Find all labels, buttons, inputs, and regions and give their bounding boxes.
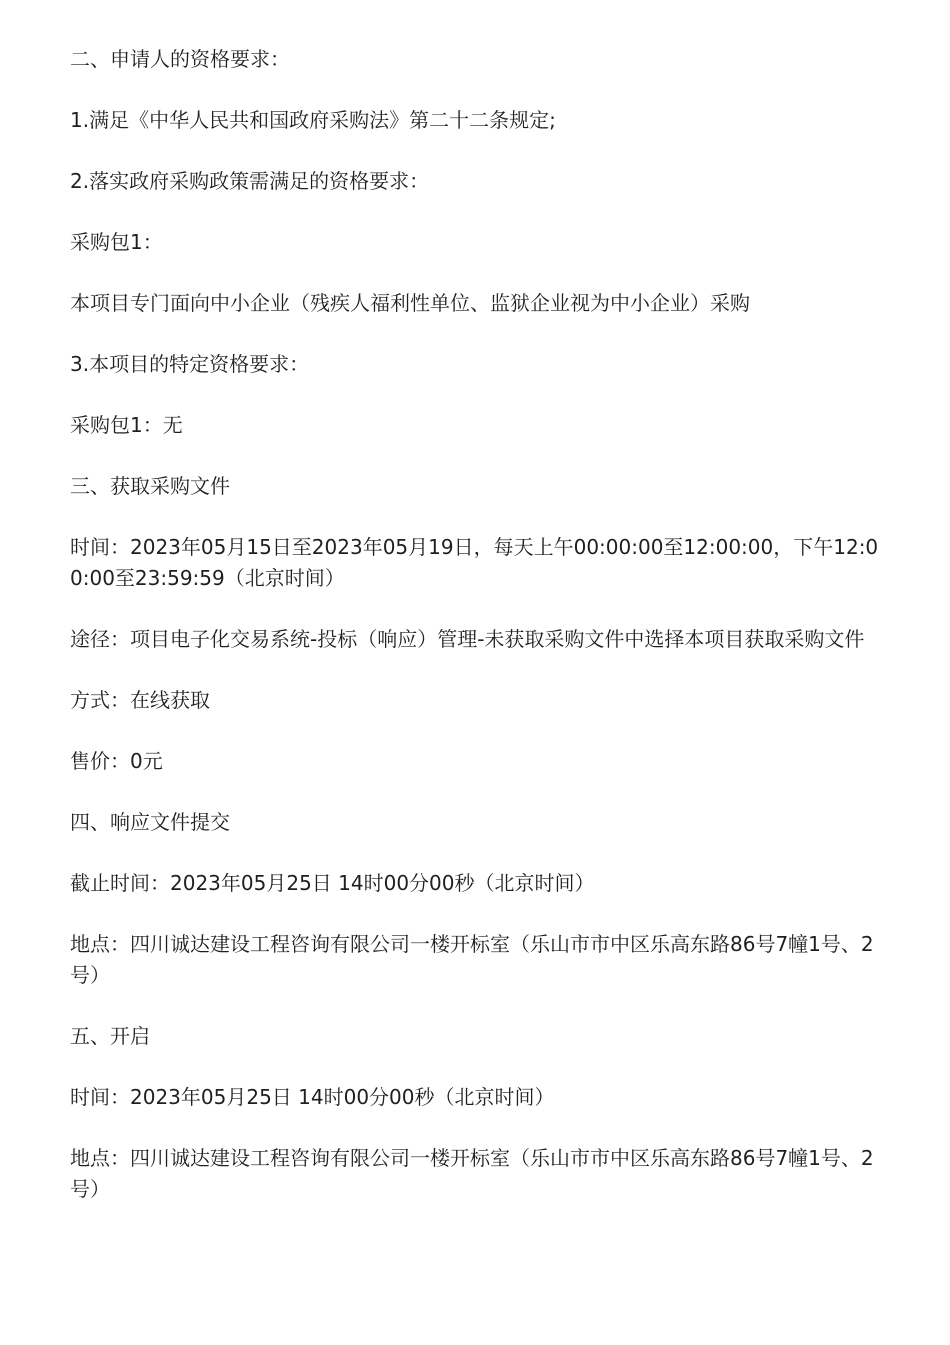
obtain-method: 方式：在线获取 <box>70 688 210 712</box>
obtain-price: 售价：0元 <box>70 749 163 773</box>
requirement-item-3: 3.本项目的特定资格要求： <box>70 352 310 376</box>
package-label: 采购包1： <box>70 230 163 254</box>
package-sme-note: 本项目专门面向中小企业（残疾人福利性单位、监狱企业视为中小企业）采购 <box>70 291 750 315</box>
submission-deadline: 截止时间：2023年05月25日 14时00分00秒（北京时间） <box>70 871 595 895</box>
section-heading-submission: 四、响应文件提交 <box>70 810 230 834</box>
requirement-item-2: 2.落实政府采购政策需满足的资格要求： <box>70 169 430 193</box>
opening-time: 时间：2023年05月25日 14时00分00秒（北京时间） <box>70 1085 555 1109</box>
section-heading-obtain-documents: 三、获取采购文件 <box>70 474 230 498</box>
obtain-channel: 途径：项目电子化交易系统-投标（响应）管理-未获取采购文件中选择本项目获取采购文件 <box>70 627 865 651</box>
package-specific-requirement: 采购包1：无 <box>70 413 183 437</box>
section-heading-opening: 五、开启 <box>70 1024 150 1048</box>
submission-location: 地点：四川诚达建设工程咨询有限公司一楼开标室（乐山市市中区乐高东路86号7幢1号、2号） <box>70 932 874 987</box>
document-body <box>70 44 884 1235</box>
opening-location: 地点：四川诚达建设工程咨询有限公司一楼开标室（乐山市市中区乐高东路86号7幢1号、2号） <box>70 1146 874 1201</box>
section-heading-qualifications: 二、申请人的资格要求： <box>70 47 290 71</box>
requirement-item-1: 1.满足《中华人民共和国政府采购法》第二十二条规定; <box>70 108 556 132</box>
obtain-time: 时间：2023年05月15日至2023年05月19日，每天上午00:00:00至12:00:00，下午12:00:00至23:59:59（北京时间） <box>70 535 879 590</box>
